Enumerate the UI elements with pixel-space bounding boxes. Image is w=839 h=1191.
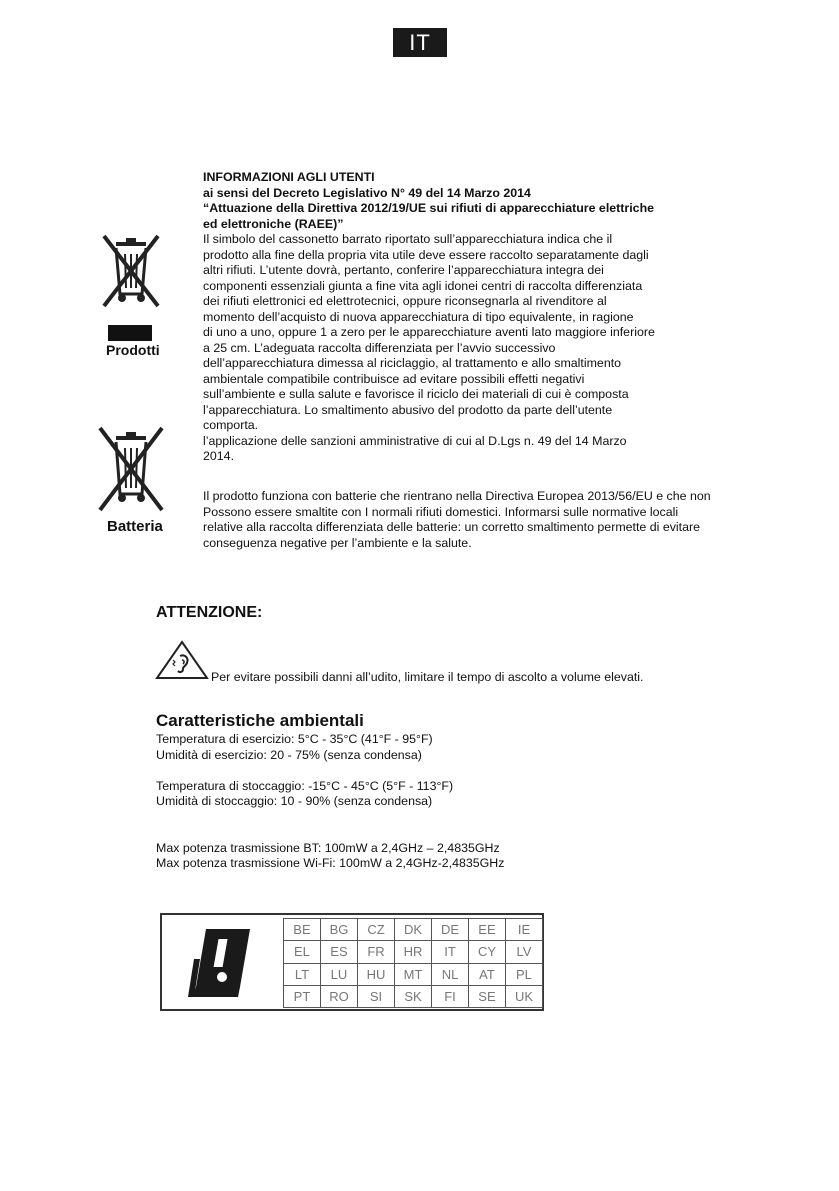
weee-body-line: di uno a uno, oppure 1 a zero per le apparecchiature aventi lato maggiore inferiore [203,325,655,339]
country-code: ES [320,941,357,963]
environment-specs [156,732,504,872]
storage-temperature: Temperatura di stoccaggio: -15°C - 45°C (5°F - 113°F) [156,778,454,793]
hearing-warning-text: Per evitare possibili danni all’udito, limitare il tempo di ascolto a volume elevati. [211,670,644,684]
country-code: BG [320,919,357,941]
country-code: SE [468,985,505,1007]
weee-body-line: ambientale compatibile contribuisce ad evitare possibili effetti negativi [203,371,585,386]
country-code: DE [432,919,469,941]
operating-temperature: Temperatura di esercizio: 5°C - 35°C (41°F - 95°F) [156,732,433,746]
battery-line: Possono essere smaltite con I normali rifiuti domestici. Informarsi sulle normative locali [203,504,679,519]
country-code: RO [320,985,357,1007]
country-restriction-box [160,913,544,1011]
country-code: SK [395,985,432,1007]
country-code: HU [357,963,394,985]
weee-heading-line: INFORMAZIONI AGLI UTENTI [203,170,375,184]
weee-heading-line: ai sensi del Decreto Legislativo N° 49 del 14 Marzo 2014 [203,185,531,200]
battery-line: Il prodotto funziona con batterie che rientrano nella Directiva Europea 2013/56/EU e che non [203,489,711,503]
storage-humidity: Umidità di stoccaggio: 10 - 90% (senza condensa) [156,794,433,808]
weee-body-line: sull’ambiente e sulla salute e favorisce il riciclo dei materiali di cui è composta [203,387,629,401]
table-row [284,919,543,941]
table-row [284,985,543,1007]
weee-body-line: prodotto alla fine della propria vita utile deve essere raccolto separatamente dagli [203,247,649,262]
table-row [284,963,543,985]
table-row [284,941,543,963]
weee-body-line: a 25 cm. L’adeguata raccolta differenziata per l’avvio successivo [203,340,556,355]
country-code: EL [284,941,321,963]
country-code: IT [432,941,469,963]
weee-notice [203,170,763,465]
country-code: LU [320,963,357,985]
country-code: PT [284,985,321,1007]
battery-caption: Batteria [107,518,163,535]
battery-notice [203,489,763,551]
operating-humidity: Umidità di esercizio: 20 - 75% (senza condensa) [156,747,422,762]
language-badge: IT [393,28,447,57]
country-code: PL [505,963,542,985]
country-code: IE [505,919,542,941]
weee-body-line: l’applicazione delle sanzioni amministrative di cui al D.Lgs n. 49 del 14 Marzo [203,433,627,448]
country-code: SI [357,985,394,1007]
country-code: EE [468,919,505,941]
battery-line: relative alla raccolta differenziata delle batterie: un corretto smaltimento permette di evitare [203,520,701,534]
weee-heading-line: “Attuazione della Direttiva 2012/19/UE sui rifiuti di apparecchiature elettriche [203,201,655,215]
environment-title: Caratteristiche ambientali [156,711,364,730]
bt-power: Max potenza trasmissione BT: 100mW a 2,4GHz – 2,4835GHz [156,840,500,855]
wifi-power: Max potenza trasmissione Wi-Fi: 100mW a 2,4GHz-2,4835GHz [156,856,505,870]
country-code: AT [468,963,505,985]
country-code: FR [357,941,394,963]
country-code: DK [395,919,432,941]
weee-body-line: dell’apparecchiatura dimessa al riciclaggio, al trattamento e allo smaltimento [203,356,622,370]
attention-title: ATTENZIONE: [156,604,263,621]
hearing-warning-icon [155,640,209,680]
product-bar [108,325,152,341]
weee-body-line: dei rifiuti elettronici ed elettrotecnici, oppure riconsegnarla al rivenditore al [203,294,607,308]
country-table [283,918,543,1008]
weee-body-line: momento dell’acquisto di nuova apparecchiatura di tipo equivalente, in ragione [203,309,634,324]
battery-line: conseguenza negative per l’ambiente e la salute. [203,535,472,550]
country-code: BE [284,919,321,941]
weee-body-line: Il simbolo del cassonetto barrato riportato sull’apparecchiatura indica che il [203,232,613,246]
country-code: LT [284,963,321,985]
product-caption: Prodotti [106,342,160,358]
country-code: LV [505,941,542,963]
crossed-bin-battery-icon [96,424,166,516]
weee-body-line: 2014. [203,449,235,463]
country-code: MT [395,963,432,985]
country-code: CZ [357,919,394,941]
weee-body-line: comporta. [203,418,259,432]
weee-body-line: altri rifiuti. L’utente dovrà, pertanto, conferire l’apparecchiatura integra dei [203,263,604,277]
country-code: NL [432,963,469,985]
weee-body-line: l’apparecchiatura. Lo smaltimento abusivo del prodotto da parte dell’utente [203,402,613,417]
weee-body-line: componenti essenziali giunta a fine vita agli idonei centri di raccolta differenziata [203,278,643,293]
country-code: UK [505,985,542,1007]
weee-heading-line: ed elettroniche (RAEE)” [203,216,344,231]
country-code: CY [468,941,505,963]
manual-warning-icon [184,925,256,1001]
country-code: FI [432,985,469,1007]
country-code: HR [395,941,432,963]
crossed-bin-icon [96,232,166,312]
